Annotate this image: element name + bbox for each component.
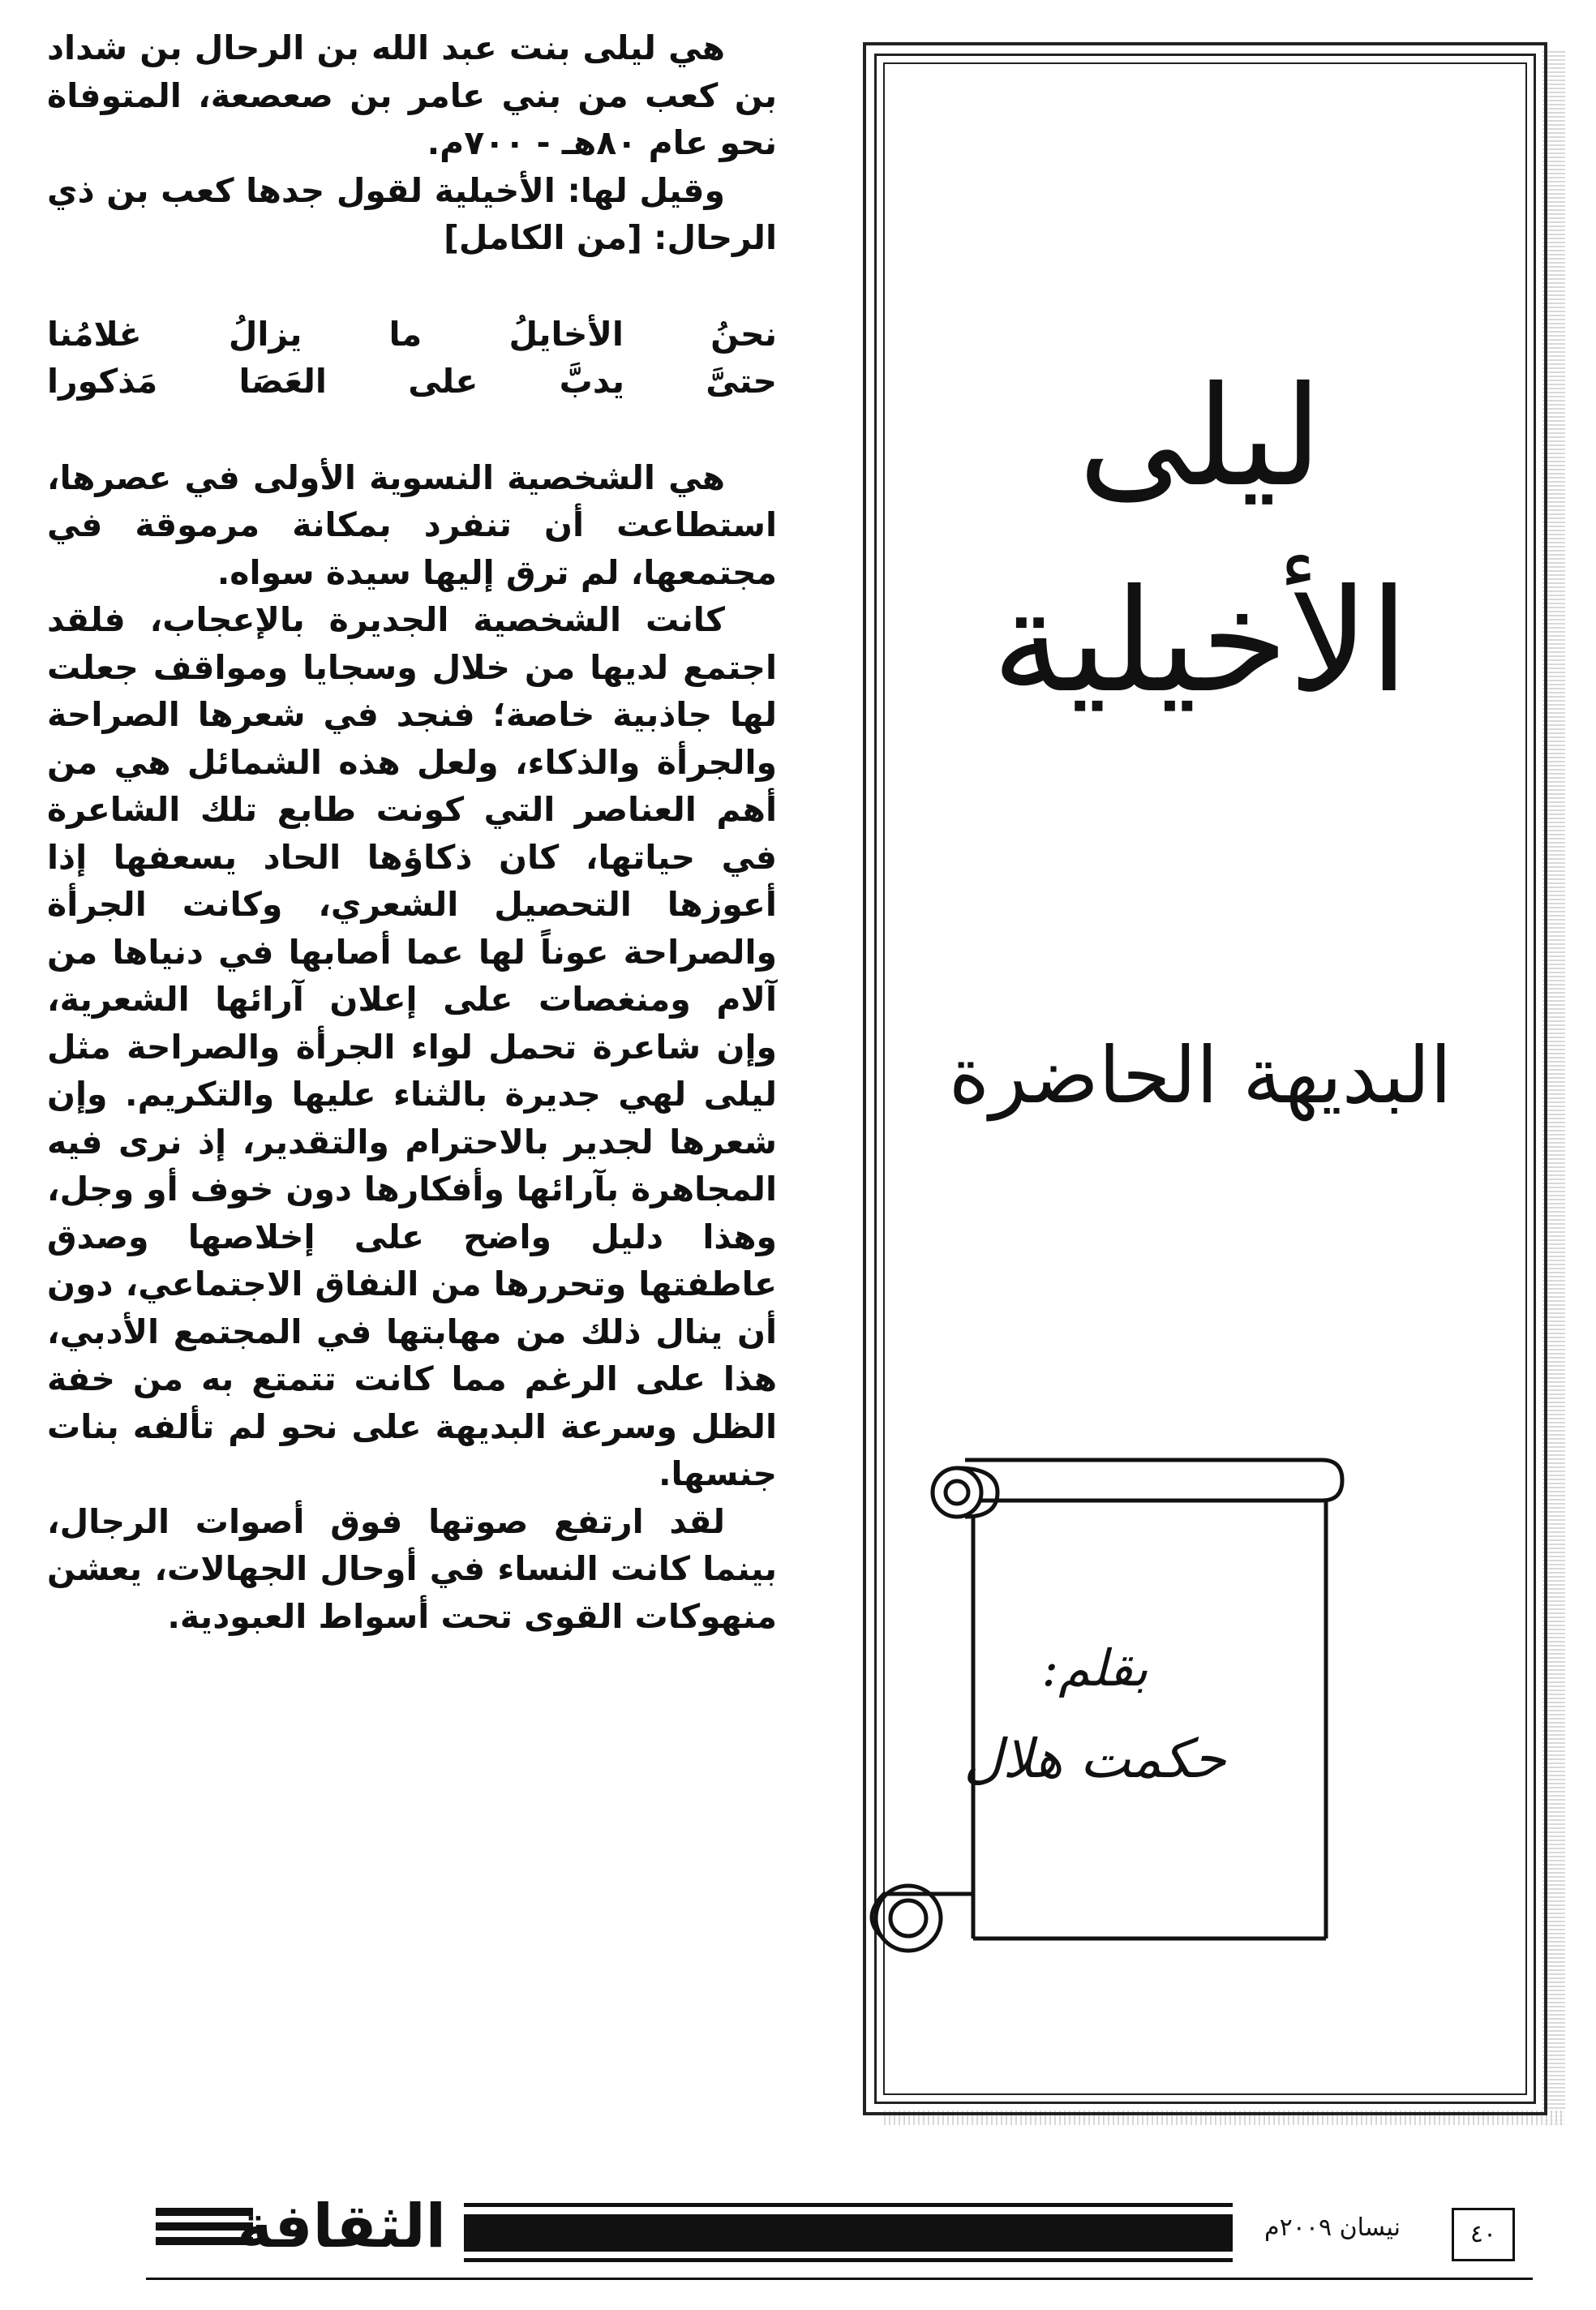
article-text-column xyxy=(47,24,777,2101)
author-name: حكمت هلال xyxy=(963,1728,1226,1790)
poem-verse xyxy=(47,311,777,406)
byline-label: بقلم: xyxy=(1041,1638,1148,1698)
issue-date: نيسان ٢٠٠٩م xyxy=(1264,2213,1401,2242)
footer-bar xyxy=(464,2203,1233,2263)
body-paragraph-2: كانت الشخصية الجديرة بالإعجاب، فلقد اجتمع لديها من خلال وسجايا ومواقف جعلت لها جاذبية خاصة؛ فنجد في شعرها الصراحة والجرأة والذكاء، ولعل هذه الشمائل هي من أهم العناصر التي كونت طابع تلك الشاعرة في حياتها، كان ذكاؤها الحاد يسعفها إذا أعوزها التحصيل الشعري، وكانت الجرأة والصراحة عوناً لها عما أصابها في دنياها من آلام ومنغصات على إعلان آرائها الشعرية، وإن شاعرة تحمل لواء الجرأة والصراحة مثل ليلى لهي جديرة بالثناء عليها والتكريم. وإن شعرها لجدير بالاحترام والتقدير، إذ نرى فيه المجاهرة بآرائها وأفكارها دون خوف أو وجل، وهذا دليل واضح على إخلاصها وصدق عاطفتها وتحررها من النفاق الاجتماعي، دون أن ينال ذلك من مهابتها في المجتمع الأدبي، هذا على الرغم مما كانت تتمتع به من خفة الظل وسرعة البديهة على نحو لم تألفه بنات جنسها. xyxy=(47,600,777,1493)
magazine-logo: الثقافة xyxy=(237,2192,446,2261)
verse-line-1: نحنُ الأخايلُ ما يزالُ غلامُنا xyxy=(47,314,777,354)
page-number: ٤٠ xyxy=(1452,2208,1515,2261)
intro-paragraph-2: وقيل لها: الأخيلية لقول جدها كعب بن ذي الرحال: [من الكامل] xyxy=(47,170,777,257)
body-paragraph-3: لقد ارتفع صوتها فوق أصوات الرجال، بينما كانت النساء في أوحال الجهالات، يعشن منهوكات القوى تحت أسواط العبودية. xyxy=(47,1501,777,1636)
title-line-2: الأخيلية xyxy=(992,560,1409,724)
body-paragraph-1: هي الشخصية النسوية الأولى في عصرها، استطاعت أن تنفرد بمكانة مرموقة في مجتمعها، لم ترق إليها سيدة سواه. xyxy=(47,457,777,592)
footer-rule xyxy=(146,2278,1533,2280)
intro-paragraph-1: هي ليلى بنت عبد الله بن الرحال بن شداد بن كعب من بني عامر بن صعصعة، المتوفاة نحو عام ٨٠هـ - ٧٠٠م. xyxy=(47,28,777,162)
title-line-1: ليلى xyxy=(1078,357,1323,517)
subtitle: البديهة الحاضرة xyxy=(948,1030,1452,1121)
verse-line-2: حتىَّ يدبَّ على العَصَا مَذكورا xyxy=(47,362,777,401)
